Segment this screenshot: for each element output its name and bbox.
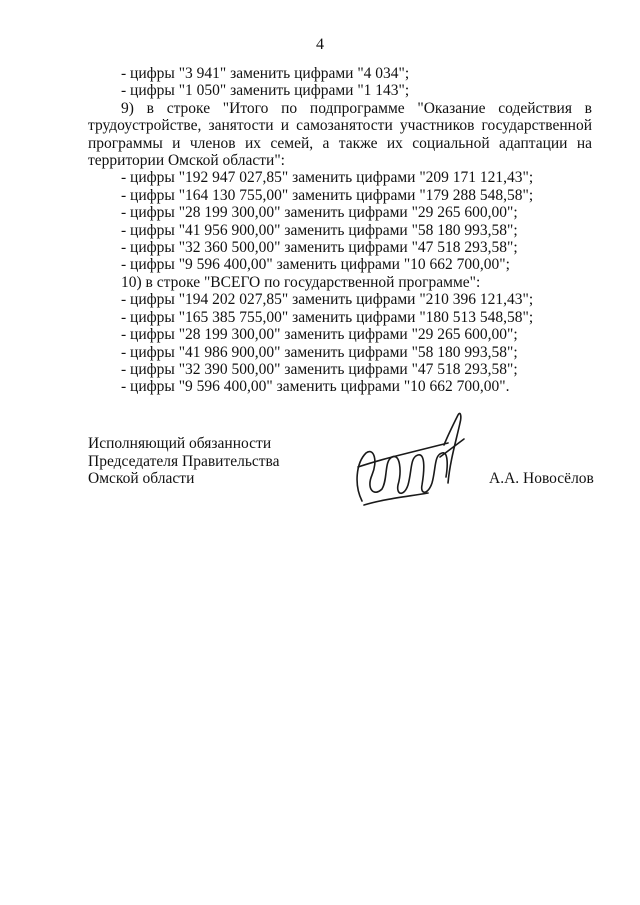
list-item: - цифры "32 390 500,00" заменить цифрами "47 518 293,58";	[121, 360, 518, 378]
list-item: - цифры "41 986 900,00" заменить цифрами "58 180 993,58";	[121, 343, 518, 361]
page-number: 4	[316, 36, 324, 53]
signer-title-line: Председателя Правительства	[88, 452, 280, 470]
item-10-heading: 10) в строке "ВСЕГО по государственной программе":	[121, 273, 481, 291]
list-item: - цифры "28 199 300,00" заменить цифрами "29 265 600,00";	[121, 204, 518, 222]
list-item: - цифры "192 947 027,85" заменить цифрами "209 171 121,43";	[121, 169, 534, 187]
list-item: - цифры "28 199 300,00" заменить цифрами "29 265 600,00";	[121, 326, 518, 344]
item-9-paragraph: 9) в строке "Итого по подпрограмме "Оказание содействия в трудоустройстве, занятости и самозанятости участников государственной программы и членов их семей, а также их социальной адаптации на территории Омской области":	[88, 99, 592, 170]
list-item: - цифры "9 596 400,00" заменить цифрами "10 662 700,00".	[121, 378, 510, 396]
list-item: - цифры "3 941" заменить цифрами "4 034";	[121, 65, 410, 82]
list-item: - цифры "165 385 755,00" заменить цифрами "180 513 548,58";	[121, 308, 534, 326]
list-item: - цифры "164 130 755,00" заменить цифрами "179 288 548,58";	[121, 186, 534, 204]
list-item: - цифры "1 050" заменить цифрами "1 143";	[121, 82, 410, 100]
list-item: - цифры "32 360 500,00" заменить цифрами "47 518 293,58";	[121, 239, 518, 257]
signer-name: А.А. Новосёлов	[489, 470, 594, 487]
signer-title	[88, 435, 280, 488]
list-item: - цифры "41 956 900,00" заменить цифрами "58 180 993,58";	[121, 221, 518, 239]
handwritten-signature	[344, 405, 474, 515]
list-item: - цифры "9 596 400,00" заменить цифрами "10 662 700,00";	[121, 256, 510, 274]
signer-title-line: Омской области	[88, 470, 195, 488]
document-body	[88, 65, 592, 396]
list-item: - цифры "194 202 027,85" заменить цифрами "210 396 121,43";	[121, 291, 534, 309]
signer-title-line: Исполняющий обязанности	[88, 435, 272, 452]
